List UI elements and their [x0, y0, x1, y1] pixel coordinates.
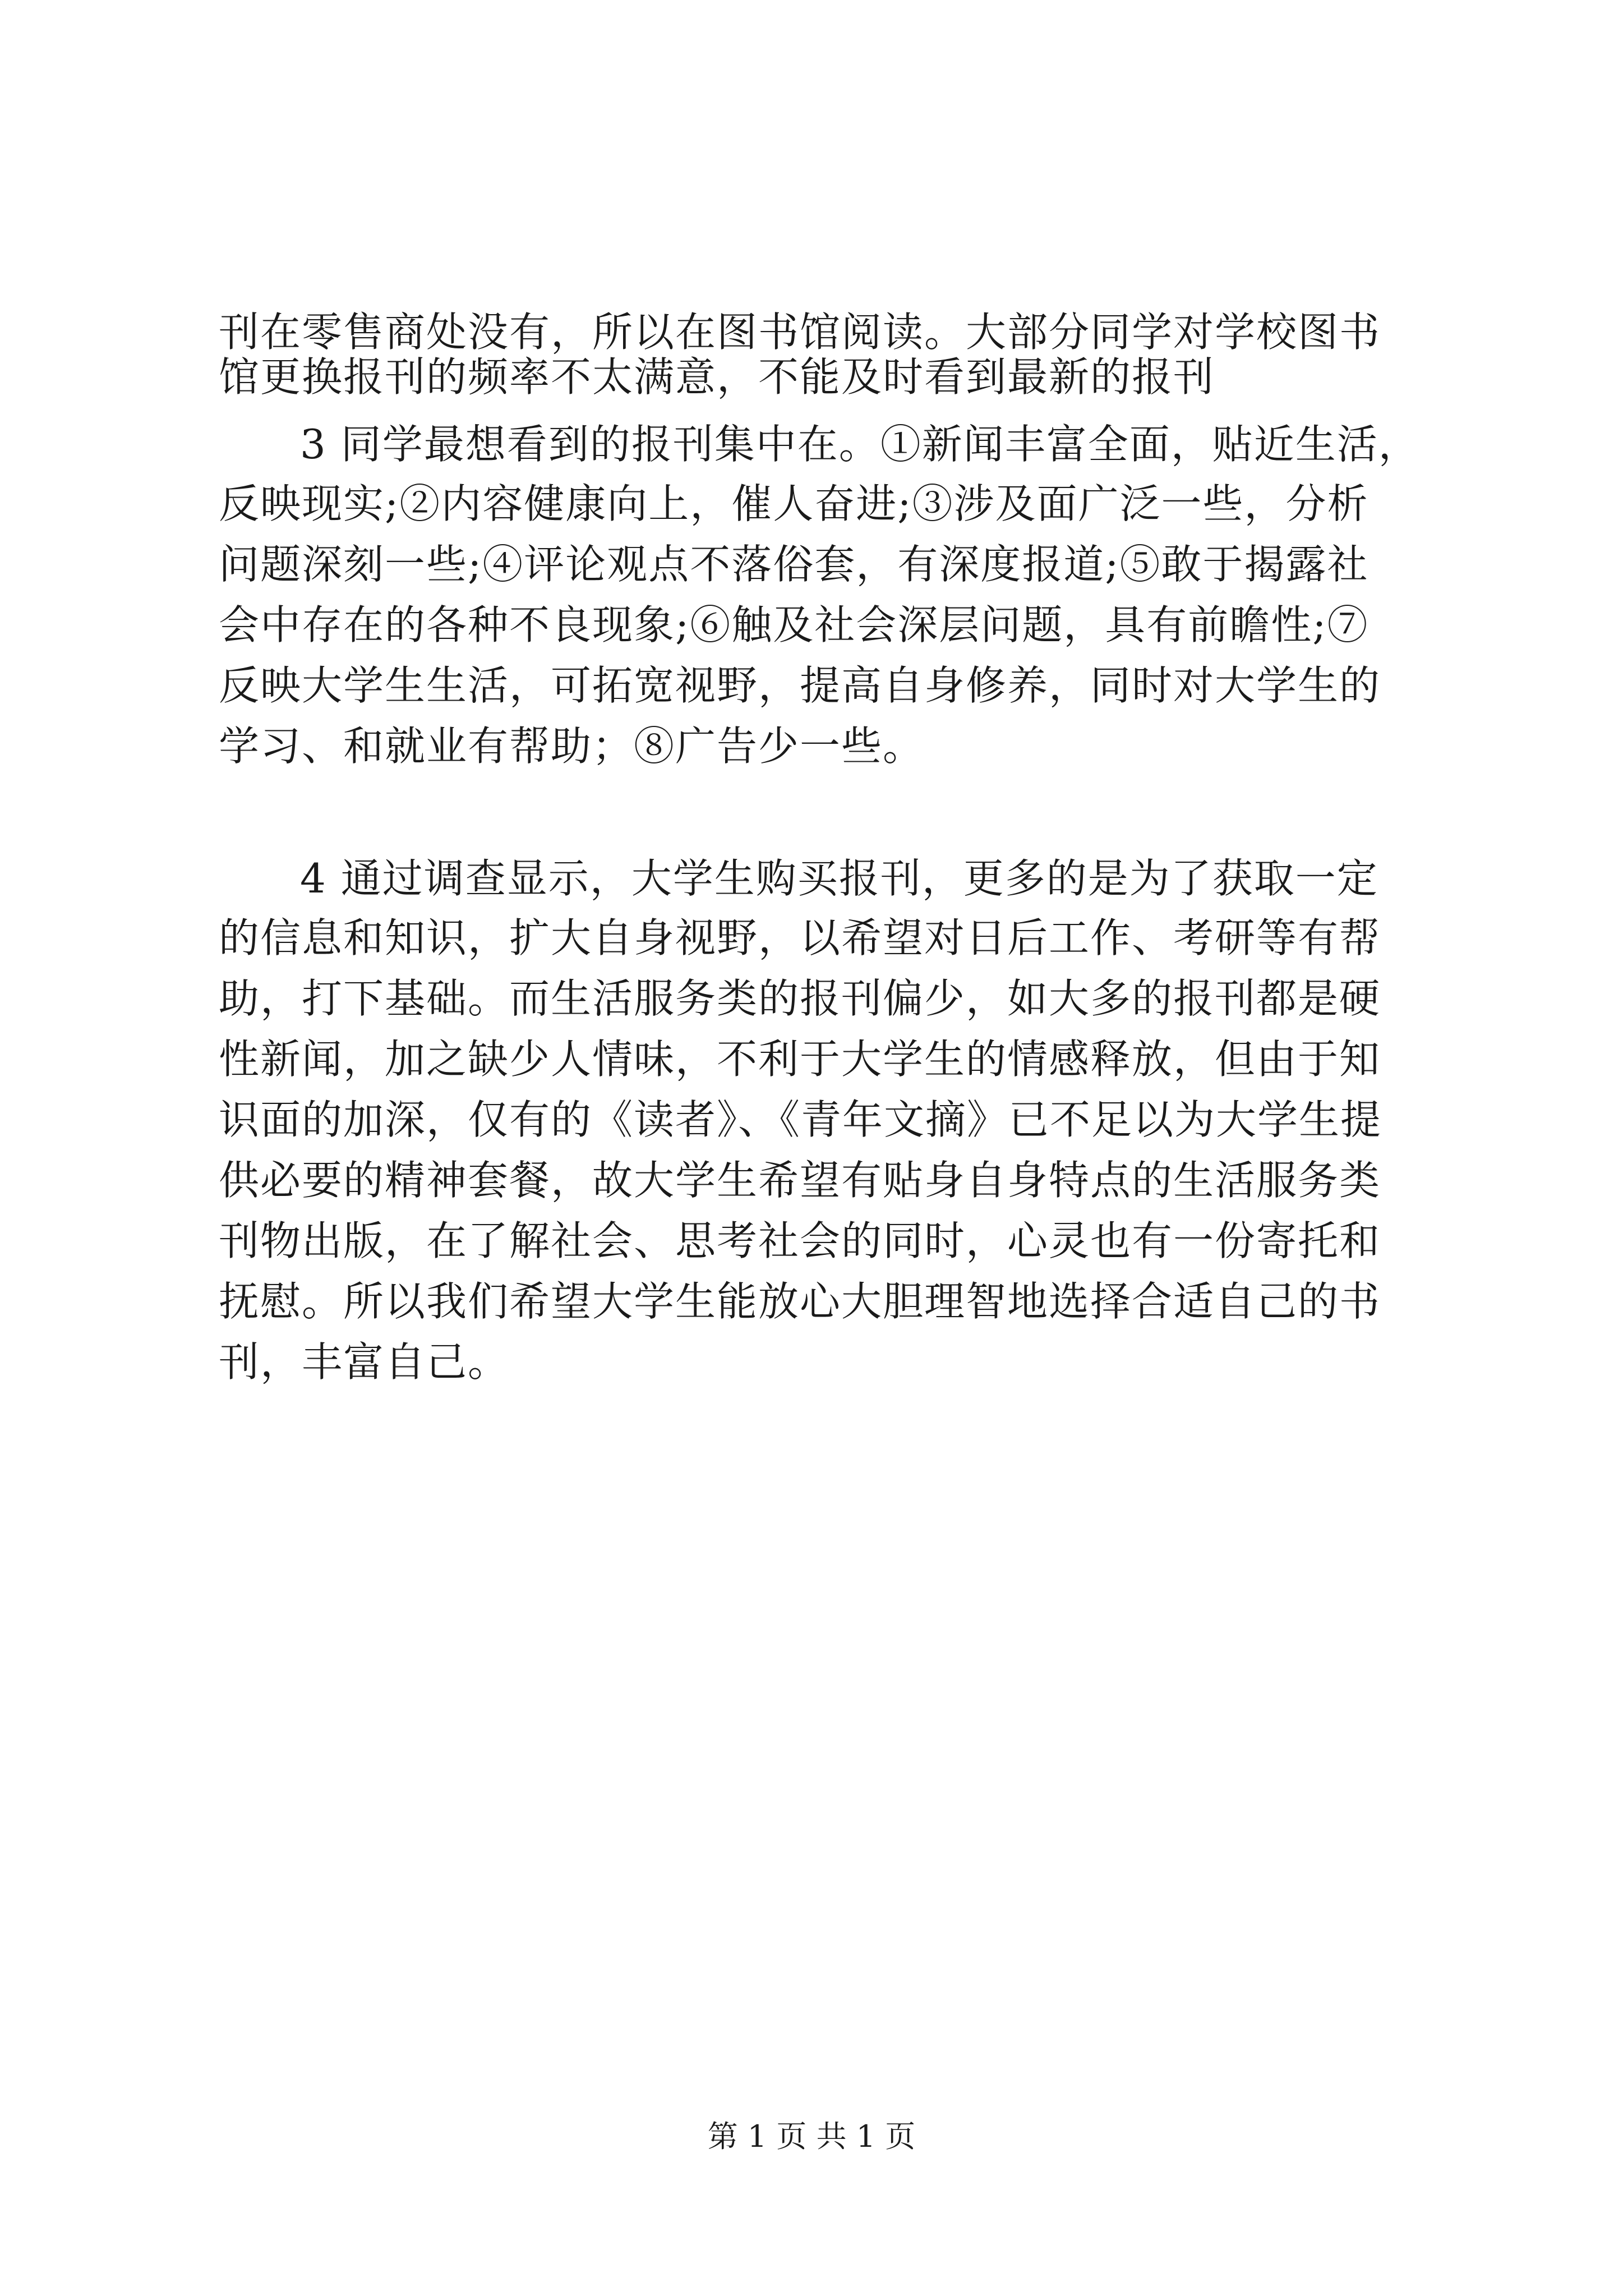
- paragraph-2-line-4: 会中存在的各种不良现象;⑥触及社会深层问题，具有前瞻性;⑦: [219, 601, 1369, 648]
- paragraph-2-line-3: 问题深刻一些;④评论观点不落俗套，有深度报道;⑤敢于揭露社: [219, 541, 1369, 588]
- paragraph-3-line-2: 的信息和知识，扩大自身视野，以希望对日后工作、考研等有帮: [219, 914, 1381, 961]
- paragraph-1-line-2: 馆更换报刊的频率不太满意，不能及时看到最新的报刊: [219, 353, 1215, 401]
- paragraph-1-line-1: 刊在零售商处没有，所以在图书馆阅读。大部分同学对学校图书: [219, 309, 1381, 356]
- paragraph-3-line-3: 助，打下基础。而生活服务类的报刊偏少，如大多的报刊都是硬: [219, 975, 1381, 1022]
- paragraph-3-line-5: 识面的加深，仅有的《读者》、《青年文摘》已不足以为大学生提: [219, 1096, 1382, 1143]
- paragraph-3-line-8: 抚慰。所以我们希望大学生能放心大胆理智地选择合适自己的书: [219, 1278, 1381, 1325]
- paragraph-2-line-1: 3 同学最想看到的报刊集中在。①新闻丰富全面，贴近生活，: [300, 421, 1420, 468]
- paragraph-2-line-5: 反映大学生生活，可拓宽视野，提高自身修养，同时对大学生的: [219, 662, 1381, 709]
- paragraph-3-line-7: 刊物出版，在了解社会、思考社会的同时，心灵也有一份寄托和: [219, 1217, 1381, 1264]
- paragraph-3-line-1: 4 通过调查显示，大学生购买报刊，更多的是为了获取一定: [300, 855, 1378, 902]
- page-footer: 第 1 页 共 1 页: [707, 2119, 916, 2154]
- paragraph-3-line-4: 性新闻，加之缺少人情味，不利于大学生的情感释放，但由于知: [219, 1036, 1381, 1083]
- paragraph-3-line-9: 刊，丰富自己。: [219, 1338, 510, 1386]
- paragraph-2-line-6: 学习、和就业有帮助；⑧广告少一些。: [219, 723, 925, 770]
- paragraph-3-line-6: 供必要的精神套餐，故大学生希望有贴身自身特点的生活服务类: [219, 1157, 1381, 1204]
- paragraph-2-line-2: 反映现实;②内容健康向上，催人奋进;③涉及面广泛一些，分析: [219, 480, 1369, 527]
